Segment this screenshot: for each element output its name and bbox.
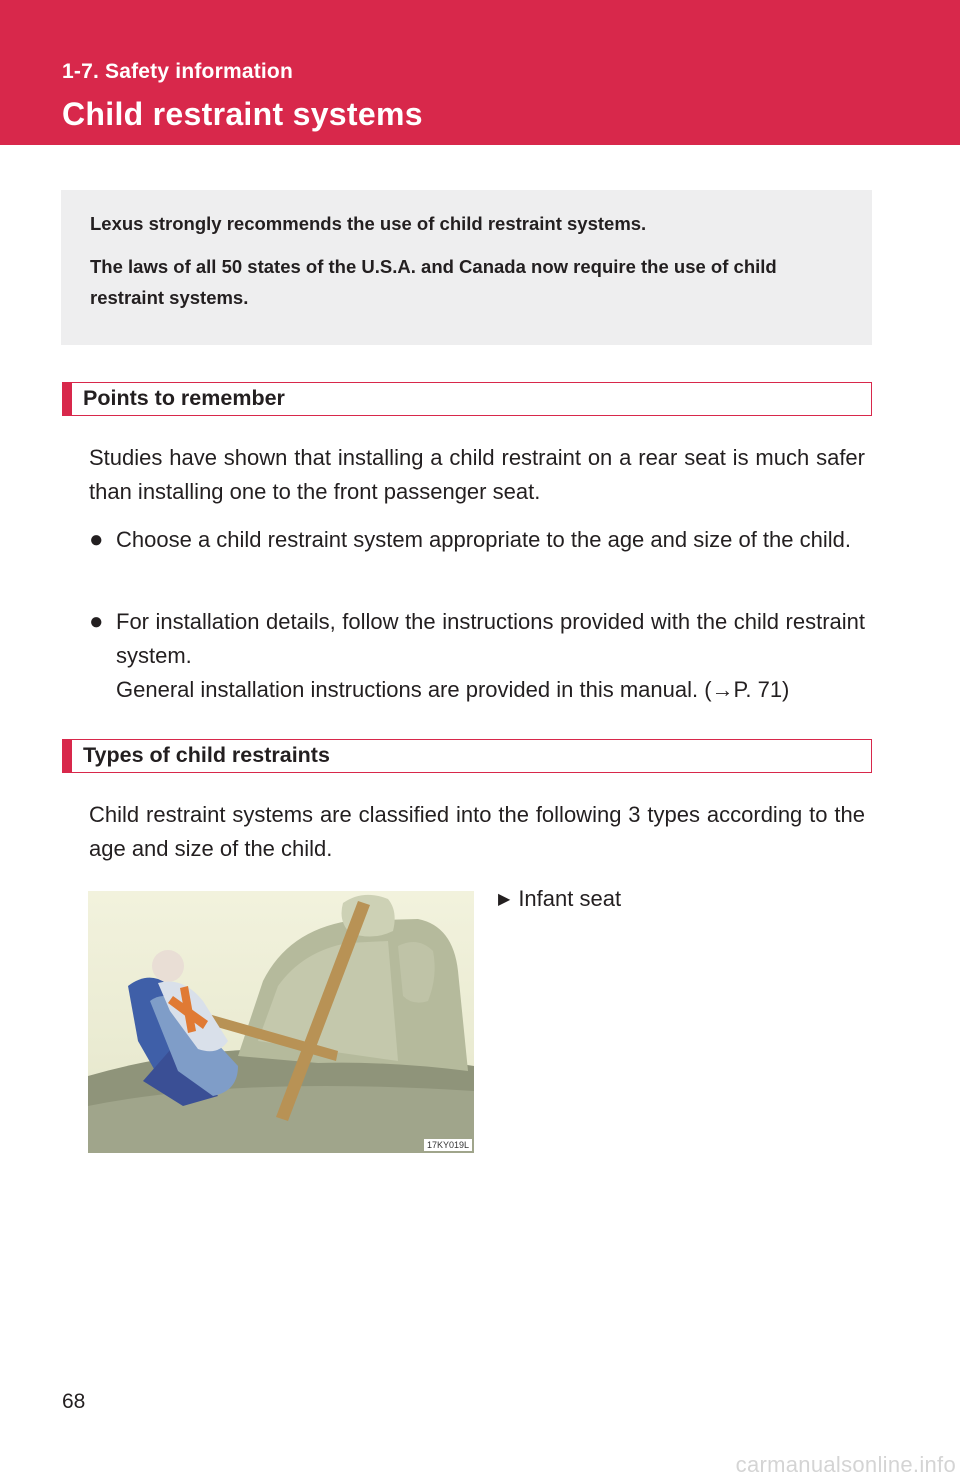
bullet-text-2: For installation details, follow the instructions provided with the child restraint system. [116,609,865,668]
heading-accent-bar [62,739,72,773]
bullet-item-2 [89,605,865,707]
intro-line-1: Lexus strongly recommends the use of child restraint systems. [90,213,647,234]
figure-code: 17KY019L [424,1139,472,1151]
page-title: Child restraint systems [62,96,423,132]
bullet-item-1 [89,523,865,557]
infant-seat-drawing [88,891,474,1153]
page-header [0,0,960,145]
heading-accent-bar [62,382,72,416]
watermark: carmanualsonline.info [735,1452,956,1477]
page-number: 68 [62,1390,86,1413]
intro-box [61,190,872,345]
play-arrow-icon: ▶ [498,891,511,908]
intro-line-2: The laws of all 50 states of the U.S.A. and Canada now require the use of child restraint systems. [90,256,777,308]
points-heading: Points to remember [83,386,285,410]
types-heading: Types of child restraints [83,743,330,767]
caption-text: Infant seat [518,886,622,911]
section-label: 1-7. Safety information [62,60,293,83]
types-heading-bar [62,739,872,773]
points-paragraph: Studies have shown that installing a child restraint on a rear seat is much safer than installing one to the front passenger seat. [89,445,865,504]
bullet-subtext-2: General installation instructions are provided in this manual. (→P. 71) [116,677,790,702]
bullet-dot-icon: ● [89,608,104,635]
bullet-dot-icon: ● [89,526,104,553]
types-paragraph: Child restraint systems are classified into the following 3 types according to the age and size of the child. [89,802,865,861]
points-heading-bar [62,382,872,416]
infant-seat-illustration [88,891,474,1153]
figure-caption [498,886,621,912]
bullet-text-1: Choose a child restraint system appropriate to the age and size of the child. [116,527,851,552]
